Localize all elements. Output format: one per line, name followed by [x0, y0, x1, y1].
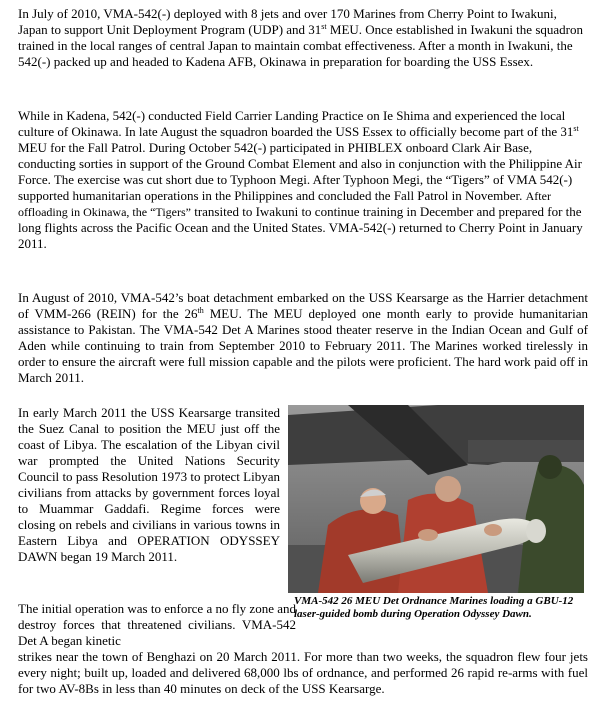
paragraph-benghazi-strikes: strikes near the town of Benghazi on 20 March 2011. For more than two weeks, the squadron flew four jets every night; built up, loaded and delivered 68,000 lbs of ordnance, and performed 26 rapid re-arms with fuel for two AV-8Bs in less than 40 minutes on deck of the USS Kearsarge.: [18, 649, 588, 696]
paragraph-suez-libya: In early March 2011 the USS Kearsarge transited the Suez Canal to position the MEU just off the coast of Libya. The escalation of the Libyan civil war prompted the United Nations Security Council to pass Resolution 1973 to protect Libyan civilians from attacks by government forces loyal to Muammar Gaddafi. Regime forces were closing on rebels and civilians in various towns in Eastern Libya and OPERATION ODYSSEY DAWN began 19 March 2011.: [18, 405, 280, 564]
photo-figure: [288, 405, 584, 639]
paragraph-kadena-essex: While in Kadena, 542(-) conducted Field Carrier Landing Practice on Ie Shima and experienced the local culture of Okinawa. In late August the squadron boarded the USS Essex to officially become part of the 31st MEU for the Fall Patrol. During October 542(-) participated in PHIBLEX onboard Clark Air Base, conducting sorties in support of the Ground Combat Element and also in conjunction with the Philippine Air Force. The exercise was cut short due to Typhoon Megi. After Typhoon Megi, the “Tigers” of VMA 542(-) supported humanitarian operations in the Philippines and concluded the Fall Patrol in November. After offloading in Okinawa, the “Tigers” transited to Iwakuni to continue training in December and prepared for the long flights across the Pacific Ocean and the United States. VMA-542(-) returned to Cherry Point in January 2011.: [18, 108, 583, 251]
paragraph-no-fly-zone: The initial operation was to enforce a no fly zone and destroy forces that threatened civilians. VMA-542 Det A began kinetic: [18, 601, 296, 648]
paragraph-deployment-iwakuni: In July of 2010, VMA-542(-) deployed with 8 jets and over 170 Marines from Cherry Point to Iwakuni, Japan to support Unit Deployment Program (UDP) and 31st MEU. Once established in Iwakuni the squadron trained in the local ranges of central Japan to maintain combat effectiveness. After a month in Iwakuni, the 542(-) packed up and headed to Kadena AFB, Okinawa in preparation for boarding the USS Essex.: [18, 6, 583, 69]
ordnance-loading-photo: [288, 405, 584, 593]
paragraph-kearsarge-detachment: In August of 2010, VMA-542’s boat detachment embarked on the USS Kearsarge as the Harrier detachment of VMM-266 (REIN) for the 26th MEU. The MEU deployed one month early to provide humanitarian assistance to Pakistan. The VMA-542 Det A Marines stood theater reserve in the Indian Ocean and Gulf of Aden while continuing to train from September 2010 to February 2011. The Marines worked tirelessly in order to ensure the aircraft were full mission capable and the pilots were proficient. The hard work paid off in March 2011.: [18, 290, 588, 385]
photo-caption: VMA-542 26 MEU Det Ordnance Marines loading a GBU-12 laser-guided bomb during Operation Odyssey Dawn.: [294, 595, 574, 620]
